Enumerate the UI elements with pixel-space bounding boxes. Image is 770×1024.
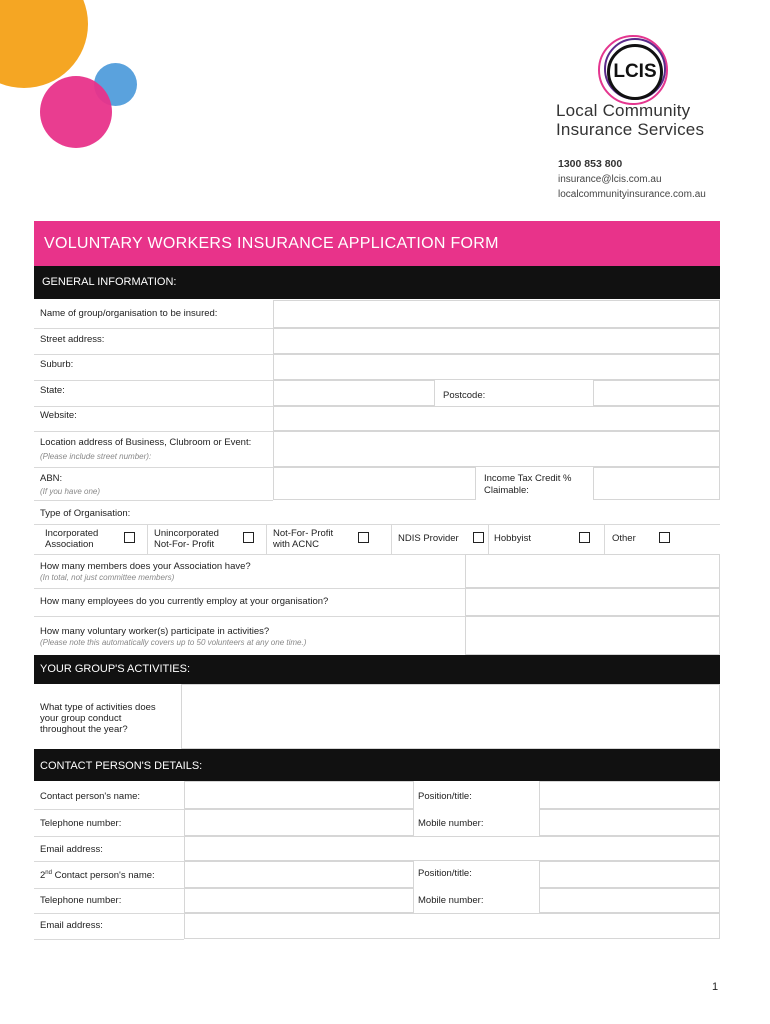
divider — [34, 836, 184, 837]
type-unincorporated-line2: Not-For- Profit — [154, 539, 215, 550]
org-type-label: Type of Organisation: — [40, 508, 131, 519]
members-label: How many members does your Association have? — [40, 561, 251, 572]
abn-hint: (If you have one) — [40, 487, 101, 496]
divider — [34, 888, 184, 889]
volunteers-label: How many voluntary worker(s) participate in activities? — [40, 626, 270, 637]
telephone-label: Telephone number: — [40, 818, 122, 829]
checkbox-hobbyist[interactable] — [579, 532, 590, 543]
divider — [34, 939, 184, 940]
divider — [604, 524, 605, 554]
itc-field[interactable] — [593, 467, 720, 500]
mobile2-label: Mobile number: — [418, 895, 484, 906]
checkbox-nfp-acnc[interactable] — [358, 532, 369, 543]
company-website: localcommunityinsurance.com.au — [558, 189, 706, 200]
form-title: VOLUNTARY WORKERS INSURANCE APPLICATION FORM — [44, 235, 499, 252]
divider — [34, 354, 273, 355]
divider — [34, 328, 273, 329]
itc-label-line2: Claimable: — [484, 485, 529, 496]
postcode-label: Postcode: — [443, 390, 486, 401]
contact-name-field[interactable] — [184, 781, 414, 809]
divider — [34, 913, 184, 914]
suburb-field[interactable] — [273, 354, 720, 380]
divider — [488, 524, 489, 554]
divider — [34, 588, 465, 589]
email-field[interactable] — [184, 836, 720, 861]
divider — [34, 431, 273, 432]
telephone2-label: Telephone number: — [40, 895, 122, 906]
volunteers-hint: (Please note this automatically covers up to 50 volunteers at any one time.) — [40, 638, 307, 647]
type-unincorporated-line1: Unincorporated — [154, 528, 219, 539]
orange-decor-circle — [0, 0, 88, 88]
state-label: State: — [40, 385, 65, 396]
members-field[interactable] — [465, 554, 720, 588]
position2-label: Position/title: — [418, 868, 472, 879]
type-incorporated-line1: Incorporated — [45, 528, 99, 539]
street-label: Street address: — [40, 334, 105, 345]
divider — [34, 467, 273, 468]
employees-field[interactable] — [465, 588, 720, 616]
type-other-label: Other — [612, 533, 636, 544]
position-field[interactable] — [539, 781, 720, 809]
state-field[interactable] — [273, 380, 435, 406]
street-field[interactable] — [273, 328, 720, 354]
divider — [34, 809, 184, 810]
checkbox-ndis[interactable] — [473, 532, 484, 543]
location-label: Location address of Business, Clubroom or Event: — [40, 437, 252, 448]
divider — [34, 861, 184, 862]
telephone2-field[interactable] — [184, 888, 414, 913]
email-label: Email address: — [40, 844, 103, 855]
abn-label: ABN: — [40, 473, 63, 484]
email2-field[interactable] — [184, 913, 720, 939]
email2-label: Email address: — [40, 920, 103, 931]
activities-field[interactable] — [181, 684, 720, 749]
divider — [34, 380, 273, 381]
location-hint: (Please include street number): — [40, 452, 152, 461]
location-field[interactable] — [273, 431, 720, 467]
itc-label-line1: Income Tax Credit % — [484, 473, 572, 484]
type-incorporated-line2: Association — [45, 539, 94, 550]
activities-question-line3: throughout the year? — [40, 724, 128, 735]
page-number: 1 — [712, 981, 719, 993]
section-contact-heading: CONTACT PERSON'S DETAILS: — [34, 749, 720, 781]
divider — [34, 406, 273, 407]
suburb-label: Suburb: — [40, 359, 74, 370]
divider — [266, 524, 267, 554]
section-activities-heading: YOUR GROUP'S ACTIVITIES: — [34, 655, 720, 684]
position-label: Position/title: — [418, 791, 472, 802]
logo-text: LCIS — [607, 44, 663, 100]
company-phone: 1300 853 800 — [558, 158, 623, 170]
checkbox-other[interactable] — [659, 532, 670, 543]
checkbox-unincorporated[interactable] — [243, 532, 254, 543]
pink-decor-circle — [40, 76, 112, 148]
type-ndis-label: NDIS Provider — [398, 533, 459, 544]
activities-question-line2: your group conduct — [40, 713, 122, 724]
employees-label: How many employees do you currently employ at your organisation? — [40, 596, 329, 607]
divider — [34, 500, 273, 501]
type-nfp-acnc-line1: Not-For- Profit — [273, 528, 334, 539]
volunteers-field[interactable] — [465, 616, 720, 655]
org-name-field[interactable] — [273, 300, 720, 328]
postcode-field[interactable] — [593, 380, 720, 406]
section-general-heading: GENERAL INFORMATION: — [34, 266, 720, 299]
company-email: insurance@lcis.com.au — [558, 174, 662, 185]
divider — [34, 616, 465, 617]
activities-question-line1: What type of activities does — [40, 702, 156, 713]
org-name-label: Name of group/organisation to be insured: — [40, 308, 218, 319]
checkbox-incorporated[interactable] — [124, 532, 135, 543]
abn-field[interactable] — [273, 467, 476, 500]
divider — [147, 524, 148, 554]
second-contact-name-field[interactable] — [184, 861, 414, 888]
mobile-field[interactable] — [539, 809, 720, 836]
divider — [391, 524, 392, 554]
type-nfp-acnc-line2: with ACNC — [273, 539, 319, 550]
contact-name-label: Contact person's name: — [40, 791, 141, 802]
company-name-line2: Insurance Services — [556, 120, 705, 139]
type-hobbyist-label: Hobbyist — [494, 533, 531, 544]
second-contact-name-label: 2nd Contact person's name: — [40, 870, 155, 882]
website-label: Website: — [40, 410, 77, 421]
mobile-label: Mobile number: — [418, 818, 484, 829]
website-field[interactable] — [273, 406, 720, 431]
mobile2-field[interactable] — [539, 888, 720, 913]
position2-field[interactable] — [539, 861, 720, 888]
members-hint: (In total, not just committee members) — [40, 573, 175, 582]
divider — [34, 524, 720, 525]
company-name-line1: Local Community — [556, 101, 691, 120]
telephone-field[interactable] — [184, 809, 414, 836]
